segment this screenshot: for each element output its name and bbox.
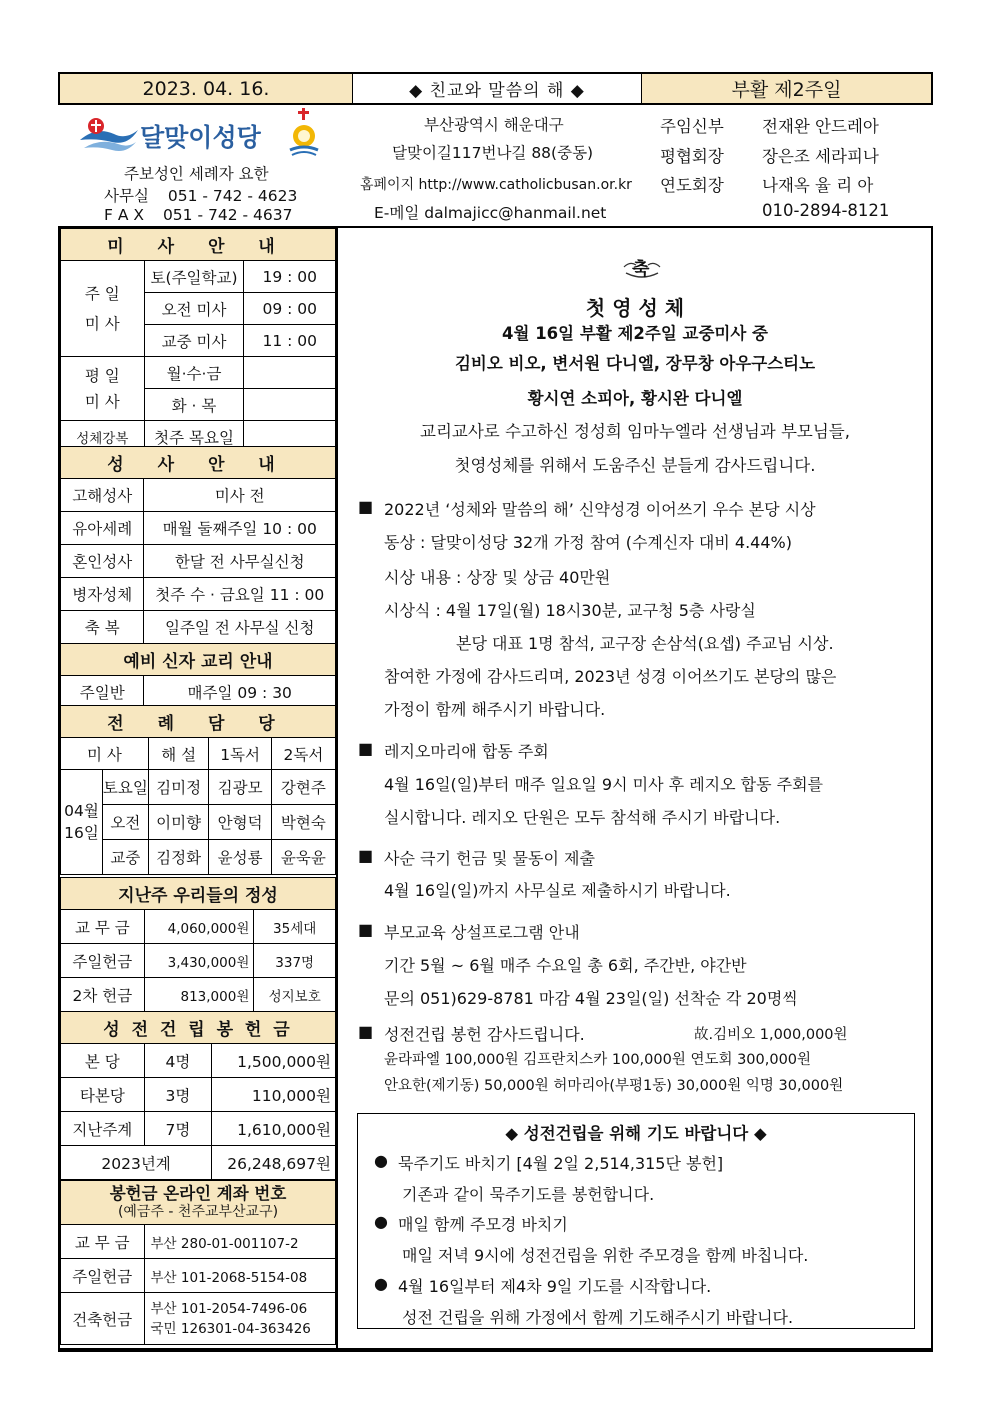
offering-table — [60, 877, 336, 1012]
account-subtitle: (예금주 - 천주교부산교구) — [117, 1203, 279, 1220]
liturgy-person: 강현주 — [271, 770, 335, 805]
account-number: 부산 280-01-001107-2 — [144, 1225, 335, 1259]
notice4-heading: 부모교육 상설프로그램 안내 — [384, 923, 580, 942]
staff-role-3: 연도회장 — [660, 176, 724, 195]
sacrament-label: 유아세례 — [61, 512, 144, 545]
liturgy-person: 윤성룡 — [209, 840, 271, 875]
year-total-amount: 26,248,697원 — [212, 1146, 336, 1180]
mass-time — [244, 389, 336, 421]
offering-amount: 3,430,000원 — [144, 944, 254, 978]
year-total-label: 2023년계 — [61, 1146, 212, 1180]
patron-emblem-icon — [286, 108, 322, 158]
prayer-bullet-icon: ● — [374, 1151, 388, 1170]
sacrament-title: 성 사 안 내 — [61, 447, 336, 479]
mass-name: 월·수·금 — [144, 357, 244, 389]
account-number: 부산 101-2068-5154-08 — [144, 1259, 335, 1293]
account-table — [60, 1180, 336, 1345]
building-count: 3명 — [144, 1078, 211, 1112]
offering-title: 지난주 우리들의 정성 — [61, 878, 336, 910]
mass-table — [60, 228, 336, 453]
notice1-line: 시상식 : 4월 17일(월) 18시30분, 교구청 5층 사랑실 — [384, 601, 756, 620]
liturgical-week: 부활 제2주일 — [642, 74, 931, 103]
staff-name-2: 장은조 세라피나 — [762, 147, 879, 166]
mass-time: 09 : 00 — [244, 293, 336, 325]
notice1-line: 본당 대표 1명 참석, 교구장 손삼석(요셉) 주교님 시상. — [456, 634, 834, 653]
sacrament-label: 혼인성사 — [61, 545, 144, 578]
mass-time: 11 : 00 — [244, 325, 336, 357]
fax-label: F A X — [104, 206, 144, 224]
liturgy-person: 김정화 — [148, 840, 209, 875]
office-label: 사무실 — [104, 187, 149, 205]
homepage-link[interactable]: 홈페이지 http://www.catholicbusan.or.kr — [360, 177, 632, 193]
fax-number: 051 - 742 - 4637 — [162, 206, 293, 224]
liturgy-table — [60, 705, 336, 875]
liturgy-head: 2독서 — [271, 738, 335, 770]
liturgy-mass: 토요일 — [102, 770, 148, 805]
account-label: 건축헌금 — [61, 1293, 145, 1345]
notice1-line: 가정이 함께 해주시기 바랍니다. — [384, 700, 606, 719]
catechumen-value: 매주일 09 : 30 — [144, 676, 336, 709]
address-line2: 달맞이길117번나길 88(중동) — [392, 144, 594, 162]
office-tel: 051 - 742 - 4623 — [167, 187, 298, 205]
offering-note: 성지보호 — [254, 978, 336, 1012]
offering-label: 2차 헌금 — [61, 978, 145, 1012]
building-count: 4명 — [144, 1044, 211, 1078]
liturgy-person: 박현숙 — [271, 805, 335, 840]
mass-name: 화 · 목 — [144, 389, 244, 421]
sacrament-value: 첫주 수 · 금요일 11 : 00 — [144, 578, 336, 611]
parish-logo-icon — [78, 112, 140, 156]
liturgy-head: 1독서 — [209, 738, 271, 770]
sacrament-value: 한달 전 사무실신청 — [144, 545, 336, 578]
sacrament-label: 고해성사 — [61, 479, 144, 512]
staff-name-3: 나재옥 율 리 아 — [762, 176, 874, 195]
notice-bullet-icon: ■ — [358, 497, 374, 516]
email-link[interactable]: E-메일 dalmajicc@hanmail.net — [374, 204, 607, 222]
prayer-heading: 4월 16일부터 제4차 9일 기도를 시작합니다. — [398, 1277, 712, 1296]
sacrament-label: 병자성체 — [61, 578, 144, 611]
mass-name: 교중 미사 — [144, 325, 244, 357]
notice-bullet-icon: ■ — [358, 739, 374, 758]
adoration-label: 성체강복 — [61, 421, 145, 453]
mass-time — [244, 357, 336, 389]
staff-name-1: 전재완 안드레아 — [762, 117, 879, 136]
offering-label: 교 무 금 — [61, 910, 145, 944]
weekday-mass-label: 평 일 미 사 — [61, 357, 145, 421]
building-amount: 1,500,000원 — [212, 1044, 336, 1078]
first-communion-line1: 4월 16일 부활 제2주일 교중미사 중 — [502, 324, 768, 343]
offering-amount: 813,000원 — [144, 978, 254, 1012]
notice4-line: 문의 051)629-8781 마감 4월 23일(일) 선착순 각 20명씩 — [384, 989, 798, 1008]
notice1-line: 참여한 가정에 감사드리며, 2023년 성경 이어쓰기도 본당의 많은 — [384, 667, 837, 686]
liturgy-mass: 교중 — [102, 840, 148, 875]
mass-name: 오전 미사 — [144, 293, 244, 325]
notice3-line: 4월 16일(일)까지 사무실로 제출하시기 바랍니다. — [384, 881, 731, 900]
liturgy-date: 04월 16일 — [61, 770, 103, 875]
notice1-line: 시상 내용 : 상장 및 상금 40만원 — [384, 568, 611, 587]
bulletin-date: 2023. 04. 16. — [60, 74, 353, 103]
notice1-line: 동상 : 달맞이성당 32개 가정 참여 (수계신자 대비 4.44%) — [384, 533, 792, 552]
notice-bullet-icon: ■ — [358, 1022, 374, 1041]
parish-name: 달맞이성당 — [140, 123, 261, 152]
building-label: 타본당 — [61, 1078, 145, 1112]
catechumen-label: 주일반 — [61, 676, 144, 709]
prayer-heading: 묵주기도 바치기 [4월 2일 2,514,315단 봉헌] — [398, 1154, 724, 1173]
patron-saint: 주보성인 세례자 요한 — [124, 165, 269, 183]
prayer-body: 기존과 같이 묵주기도를 봉헌합니다. — [402, 1185, 655, 1204]
account-label: 주일헌금 — [61, 1259, 145, 1293]
liturgy-person: 김미정 — [148, 770, 209, 805]
liturgy-mass: 오전 — [102, 805, 148, 840]
address-line1: 부산광역시 해운대구 — [424, 116, 564, 134]
year-theme: ◆ 친교와 말씀의 해 ◆ — [353, 74, 642, 103]
mass-title: 미 사 안 내 — [61, 229, 336, 261]
account-header — [61, 1181, 336, 1225]
liturgy-title: 전 례 담 당 — [61, 706, 336, 738]
building-count: 7명 — [144, 1112, 211, 1146]
notice5-line: 윤라파엘 100,000원 김프란치스카 100,000원 연도회 300,000원 — [384, 1052, 812, 1068]
account-number: 부산 101-2054-7496-06 — [150, 1300, 308, 1317]
first-communion-line3: 황시연 소피아, 황시완 다니엘 — [527, 389, 743, 408]
sacrament-value: 매월 둘째주일 10 : 00 — [144, 512, 336, 545]
account-title: 봉헌금 온라인 계좌 번호 — [109, 1183, 287, 1203]
offering-label: 주일헌금 — [61, 944, 145, 978]
header-bar — [58, 72, 933, 105]
sacrament-label: 축 복 — [61, 611, 144, 644]
building-label: 지난주계 — [61, 1112, 145, 1146]
offering-amount: 4,060,000원 — [144, 910, 254, 944]
liturgy-person: 윤욱윤 — [271, 840, 335, 875]
building-accounts — [144, 1293, 335, 1345]
building-fund-table — [60, 1011, 336, 1180]
sacrament-table — [60, 446, 336, 709]
fax-row — [104, 206, 292, 224]
prayer-bullet-icon: ● — [374, 1212, 388, 1231]
offering-note: 337명 — [254, 944, 336, 978]
liturgy-head: 해 설 — [148, 738, 209, 770]
building-title: 성 전 건 립 봉 헌 금 — [61, 1012, 336, 1044]
building-label: 본 당 — [61, 1044, 145, 1078]
sacrament-value: 미사 전 — [144, 479, 336, 512]
liturgy-person: 안형덕 — [209, 805, 271, 840]
liturgy-person: 이미향 — [148, 805, 209, 840]
prayer-bullet-icon: ● — [374, 1274, 388, 1293]
sunday-mass-label: 주 일 미 사 — [61, 261, 145, 357]
prayer-heading: 매일 함께 주모경 바치기 — [398, 1215, 568, 1234]
first-communion-line2: 김비오 비오, 변서원 다니엘, 장무창 아우구스티노 — [454, 354, 816, 373]
account-number: 국민 126301-04-363426 — [150, 1320, 311, 1337]
notice4-line: 기간 5월 ~ 6월 매주 수요일 총 6회, 주간반, 야간반 — [384, 956, 747, 975]
staff-role-2: 평협회장 — [660, 147, 724, 166]
first-communion-line5: 첫영성체를 위해서 도움주신 분들게 감사드립니다. — [454, 456, 816, 475]
notice2-line: 4월 16일(일)부터 매주 일요일 9시 미사 후 레지오 합동 주회를 — [384, 775, 824, 794]
prayer-title: ◆ 성전건립을 위해 기도 바랍니다 ◆ — [505, 1124, 767, 1143]
notice-bullet-icon: ■ — [358, 920, 374, 939]
prayer-body: 성전 건립을 위해 가정에서 함께 기도해주시기 바랍니다. — [402, 1308, 794, 1327]
sacrament-value: 일주일 전 사무실 신청 — [144, 611, 336, 644]
liturgy-person: 김광모 — [209, 770, 271, 805]
notice2-heading: 레지오마리애 합동 주회 — [384, 742, 549, 761]
notice5-line: 故.김비오 1,000,000원 — [694, 1027, 848, 1043]
prayer-body: 매일 저녁 9시에 성전건립을 위한 주모경을 함께 바칩니다. — [402, 1246, 809, 1265]
adoration-value: 첫주 목요일 — [144, 421, 244, 453]
notice-bullet-icon: ■ — [358, 846, 374, 865]
liturgy-head: 미 사 — [61, 738, 149, 770]
catechumen-title: 예비 신자 교리 안내 — [61, 644, 336, 676]
celebration-badge: 축 — [632, 259, 650, 280]
building-amount: 1,610,000원 — [212, 1112, 336, 1146]
office-tel-row — [104, 184, 297, 206]
account-label: 교 무 금 — [61, 1225, 145, 1259]
first-communion-line4: 교리교사로 수고하신 정성희 임마누엘라 선생님과 부모님들, — [420, 422, 850, 441]
mass-name: 토(주일학교) — [144, 261, 244, 293]
offering-note: 35세대 — [254, 910, 336, 944]
first-communion-title: 첫 영 성 체 — [585, 296, 685, 320]
notice5-line: 안요한(제기동) 50,000원 허마리아(부평1동) 30,000원 익명 30,000원 — [384, 1078, 844, 1094]
notice1-heading: 2022년 ‘성체와 말씀의 해’ 신약성경 이어쓰기 우수 본당 시상 — [384, 500, 816, 519]
bottom-rule — [58, 1350, 933, 1352]
building-amount: 110,000원 — [212, 1078, 336, 1112]
staff-role-1: 주임신부 — [660, 117, 724, 136]
notice5-heading: 성전건립 봉헌 감사드립니다. — [384, 1025, 585, 1044]
notice2-line: 실시합니다. 레지오 단원은 모두 참석해 주시기 바랍니다. — [384, 808, 781, 827]
staff-phone: 010-2894-8121 — [762, 201, 890, 220]
mass-time: 19 : 00 — [244, 261, 336, 293]
notice3-heading: 사순 극기 헌금 및 물동이 제출 — [384, 849, 595, 868]
